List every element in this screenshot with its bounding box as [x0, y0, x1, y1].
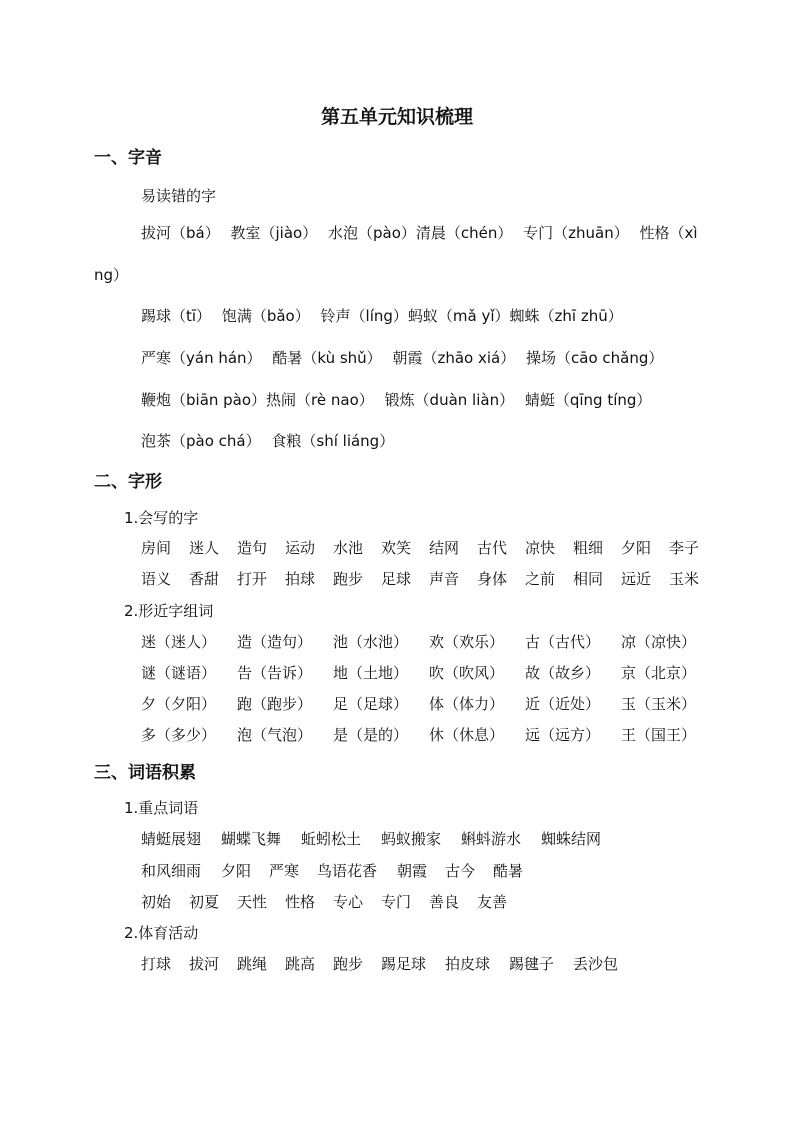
sport: 丢沙包: [573, 955, 619, 973]
sport: 拔河: [189, 955, 220, 973]
phrase: 性格: [285, 893, 316, 911]
phrase: 善良: [429, 893, 460, 911]
phrase: 蚂蚁搬家: [381, 830, 442, 848]
pair: 远（远方）: [525, 726, 601, 744]
word: 古代: [477, 539, 508, 557]
pair: 玉（玉米）: [621, 695, 697, 713]
pair: 跑（跑步）: [237, 695, 313, 713]
phrase: 天性: [237, 893, 268, 911]
pair: 王（国王）: [621, 726, 697, 744]
pinyin-item: 泡茶（pào chá）: [141, 432, 261, 450]
pinyin-line: [141, 389, 657, 411]
word: 玉米: [669, 570, 700, 588]
pinyin-item: 酷暑（kù shǔ）: [272, 349, 382, 367]
pair: 欢（欢乐）: [429, 633, 505, 651]
section-intro: 易读错的字: [141, 187, 217, 205]
word: 香甜: [189, 570, 220, 588]
word: 运动: [285, 539, 316, 557]
pair: 造（造句）: [237, 633, 313, 651]
word: 声音: [429, 570, 460, 588]
phrase: 夕阳: [221, 862, 252, 880]
word: 相同: [573, 570, 604, 588]
phrase-row: [141, 828, 621, 850]
pair: 古（古代）: [525, 633, 601, 651]
phrase: 初始: [141, 893, 172, 911]
phrase: 朝霞: [397, 862, 428, 880]
word-row: [141, 537, 717, 559]
pair: 迷（迷人）: [141, 633, 217, 651]
pinyin-item: 鞭炮（biān pào）热闹（rè nao）: [141, 391, 374, 409]
word: 粗细: [573, 539, 604, 557]
pair: 凉（凉快）: [621, 633, 697, 651]
pinyin-item: 食粮（shí liáng）: [271, 432, 395, 450]
phrase: 蝴蝶飞舞: [221, 830, 282, 848]
pair-row: [141, 662, 717, 684]
pair: 谜（谜语）: [141, 664, 217, 682]
page-title: 第五单元知识梳理: [320, 106, 473, 128]
pair: 是（是的）: [333, 726, 409, 744]
pair: 多（多少）: [141, 726, 217, 744]
pair: 京（北京）: [621, 664, 697, 682]
pinyin-item: 性格（xì: [639, 224, 698, 242]
word: 迷人: [189, 539, 220, 557]
word: 夕阳: [621, 539, 652, 557]
word: 欢笑: [381, 539, 412, 557]
phrase-row: [141, 860, 541, 882]
pair: 地（土地）: [333, 664, 409, 682]
pinyin-item: 饱满（bǎo）: [221, 307, 310, 325]
sports-row: [141, 953, 637, 975]
word: 跑步: [333, 570, 364, 588]
sport: 跑步: [333, 955, 364, 973]
section-heading-glyphs: 二、字形: [94, 472, 162, 492]
pair: 告（告诉）: [237, 664, 313, 682]
section-heading-vocabulary: 三、词语积累: [94, 763, 196, 783]
pair: 休（休息）: [429, 726, 505, 744]
word: 结网: [429, 539, 460, 557]
phrase: 鸟语花香: [317, 862, 378, 880]
phrase: 蜘蛛结网: [541, 830, 602, 848]
pair: 近（近处）: [525, 695, 601, 713]
section-heading-pronunciation: 一、字音: [94, 148, 162, 168]
pinyin-item: 严寒（yán hán）: [141, 349, 262, 367]
pair: 池（水池）: [333, 633, 409, 651]
phrase: 酷暑: [493, 862, 524, 880]
phrase: 严寒: [269, 862, 300, 880]
sport: 跳高: [285, 955, 316, 973]
word: 凉快: [525, 539, 556, 557]
pinyin-item: 朝霞（zhāo xiá）: [392, 349, 516, 367]
sport: 打球: [141, 955, 172, 973]
subsection-label: 2.形近字组词: [124, 602, 214, 620]
word: 足球: [381, 570, 412, 588]
pinyin-item: 操场（cāo chǎng）: [526, 349, 664, 367]
phrase: 蚯蚓松土: [301, 830, 362, 848]
pair: 泡（气泡）: [237, 726, 313, 744]
phrase: 初夏: [189, 893, 220, 911]
subsection-label: 1.会写的字: [124, 509, 199, 527]
pinyin-line: [141, 430, 400, 452]
pinyin-item: 锻炼（duàn liàn）: [384, 391, 515, 409]
word: 之前: [525, 570, 556, 588]
pair: 体（体力）: [429, 695, 505, 713]
pinyin-line-wrap: ng）: [94, 266, 129, 284]
word-row: [141, 568, 717, 590]
word: 远近: [621, 570, 652, 588]
pinyin-item: 拔河（bá）: [141, 224, 220, 242]
pair-row: [141, 631, 717, 653]
sport: 拍皮球: [445, 955, 491, 973]
phrase: 古今: [445, 862, 476, 880]
sport: 踢足球: [381, 955, 427, 973]
phrase: 和风细雨: [141, 862, 202, 880]
subsection-label: 1.重点词语: [124, 799, 199, 817]
pair: 足（足球）: [333, 695, 409, 713]
word: 李子: [669, 539, 700, 557]
subsection-label: 2.体育活动: [124, 924, 199, 942]
word: 造句: [237, 539, 268, 557]
pinyin-item: 专门（zhuān）: [523, 224, 629, 242]
phrase: 专门: [381, 893, 412, 911]
pinyin-item: 蜻蜓（qīng tíng）: [524, 391, 652, 409]
pair: 吹（吹风）: [429, 664, 505, 682]
pair: 故（故乡）: [525, 664, 601, 682]
pinyin-line: [141, 222, 704, 244]
pinyin-item: 水泡（pào）清晨（chén）: [328, 224, 513, 242]
word: 身体: [477, 570, 508, 588]
pair-row: [141, 693, 717, 715]
pinyin-item: 踢球（tī）: [141, 307, 212, 325]
pinyin-item: 铃声（líng）蚂蚁（mǎ yǐ）蜘蛛（zhī zhū）: [320, 307, 623, 325]
word: 房间: [141, 539, 172, 557]
pinyin-line: [141, 347, 669, 369]
sport: 踢毽子: [509, 955, 555, 973]
word: 语义: [141, 570, 172, 588]
phrase: 蝌蚪游水: [461, 830, 522, 848]
pinyin-line: [141, 305, 629, 327]
word: 拍球: [285, 570, 316, 588]
pinyin-item: 教室（jiào）: [230, 224, 318, 242]
phrase: 蜻蜓展翅: [141, 830, 202, 848]
word: 水池: [333, 539, 364, 557]
phrase-row: [141, 891, 525, 913]
phrase: 专心: [333, 893, 364, 911]
word: 打开: [237, 570, 268, 588]
sport: 跳绳: [237, 955, 268, 973]
phrase: 友善: [477, 893, 508, 911]
pair: 夕（夕阳）: [141, 695, 217, 713]
pair-row: [141, 724, 717, 746]
